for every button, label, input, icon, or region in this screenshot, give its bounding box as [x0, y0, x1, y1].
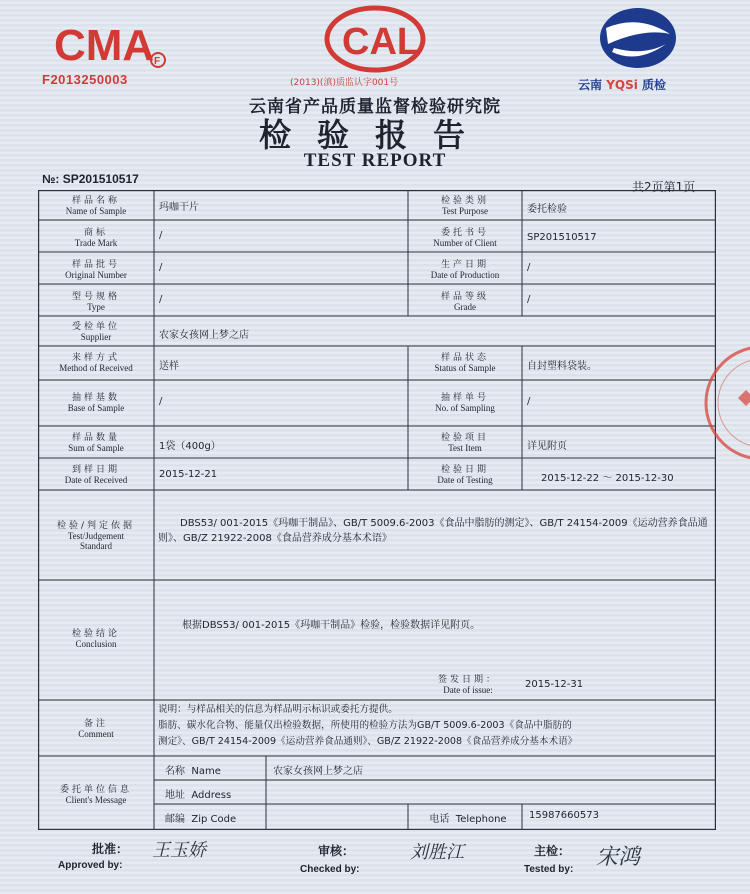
page-count: 共2页第1页 — [632, 180, 696, 194]
label-sum-sample: 样品数量 Sum of Sample — [68, 433, 124, 453]
label-date-testing: 检验日期 Date of Testing — [437, 465, 493, 485]
institute-name: 云南省产品质量监督检验研究院 — [249, 97, 501, 117]
report-number — [42, 172, 139, 186]
title-en: TEST REPORT — [303, 150, 447, 171]
label-client-message: 委托单位信息 Client's Message — [59, 785, 132, 805]
report-number-label: №: — [42, 172, 60, 186]
value-sum-sample: 1袋（400g） — [159, 441, 221, 452]
red-seal — [700, 338, 750, 468]
value-supplier: 农家女孩网上梦之店 — [159, 330, 249, 341]
label-client-telephone: 电话 Telephone — [429, 814, 507, 825]
report-number-value: SP201510517 — [62, 172, 139, 186]
checked-signature: 刘胜江 — [410, 842, 464, 863]
cma-number: F2013250003 — [42, 72, 128, 87]
label-comment: 备注 Comment — [78, 719, 114, 739]
label-no-sampling: 抽样单号 No. of Sampling — [435, 393, 495, 413]
cal-logo-text: CAL — [342, 21, 421, 63]
label-date-production: 生产日期 Date of Production — [430, 260, 500, 280]
value-status-sample: 自封塑料袋装。 — [527, 361, 597, 372]
value-issue-date: 2015-12-31 — [525, 679, 584, 690]
value-test-purpose: 委托检验 — [527, 204, 567, 215]
label-date-received: 到样日期 Date of Received — [64, 465, 128, 485]
value-comment — [158, 702, 714, 750]
label-test-purpose: 检验类别 Test Purpose — [440, 196, 489, 216]
value-client-no: SP201510517 — [527, 232, 597, 243]
yqsi-label-cn: 云南 — [578, 78, 603, 92]
value-date-testing: 2015-12-22 ～ 2015-12-30 — [541, 473, 674, 484]
tested-label: 主检： — [534, 844, 571, 858]
comment-line-3: 测定》、GB/T 24154-2009《运动营养食品通则》、GB/Z 21922-2008《食品营养成分基本术语》 — [158, 736, 578, 747]
label-supplier: 受检单位 Supplier — [71, 322, 120, 342]
cal-number: (2013)(滇)质监认字001号 — [290, 78, 399, 88]
label-original-number: 样品批号 Original Number — [65, 260, 127, 280]
yqsi-label-brand: YQSi — [606, 78, 638, 92]
value-date-received: 2015-12-21 — [159, 469, 218, 480]
value-date-production: / — [527, 262, 531, 273]
label-client-no: 委托书号 Number of Client — [433, 228, 497, 248]
cal-logo — [320, 4, 430, 74]
label-method-received: 来样方式 Method of Received — [59, 353, 133, 373]
label-standard: 检验/判定依据 Test/Judgement Standard — [56, 521, 136, 551]
value-sample-name: 玛咖干片 — [159, 202, 199, 213]
label-status-sample: 样品状态 Status of Sample — [434, 353, 496, 373]
label-client-address: 地址 Address — [165, 790, 232, 801]
cma-logo-text: CMA — [54, 21, 155, 70]
svg-text:F: F — [154, 56, 161, 67]
comment-line-1: 说明：与样品相关的信息为样品明示标识或委托方提供。 — [158, 704, 398, 715]
value-conclusion: 根据DBS53/ 001-2015《玛咖干制品》检验，检验数据详见附页。 — [182, 620, 481, 631]
checked-label-en: Checked by: — [300, 864, 360, 875]
value-original-number: / — [159, 262, 163, 273]
value-client-telephone: 15987660573 — [529, 810, 599, 821]
value-method-received: 送样 — [159, 361, 179, 372]
comment-line-2: 脂肪、碳水化合物、能量仅出检验数据，所使用的检验方法为GB/T 5009.6-2003《食品中脂肪的 — [158, 720, 572, 731]
tested-signature: 宋鸿 — [596, 845, 641, 870]
report-table — [38, 190, 716, 830]
label-client-zip: 邮编 Zip Code — [165, 814, 237, 825]
approved-signature: 王玉娇 — [152, 840, 206, 861]
yqsi-label — [578, 76, 666, 93]
checked-label: 审核： — [318, 844, 355, 858]
value-client-name: 农家女孩网上梦之店 — [273, 766, 363, 777]
label-type: 型号规格 Type — [71, 292, 120, 312]
value-type: / — [159, 294, 163, 305]
title-cn: 检验报告 — [258, 116, 491, 154]
value-no-sampling: / — [527, 396, 531, 407]
approved-label-en: Approved by: — [58, 860, 123, 871]
label-grade: 样品等级 Grade — [440, 292, 489, 312]
cma-logo — [48, 16, 168, 74]
value-base-sample: / — [159, 396, 163, 407]
label-conclusion: 检验结论 Conclusion — [71, 629, 120, 649]
label-base-sample: 抽样基数 Base of Sample — [67, 393, 125, 413]
label-issue-date: 签发日期： Date of issue: — [437, 675, 498, 695]
value-trade-mark: / — [159, 230, 163, 241]
value-test-item: 详见附页 — [527, 441, 567, 452]
label-test-item: 检验项目 Test Item — [440, 433, 489, 453]
yqsi-logo — [594, 4, 682, 72]
approved-label: 批准： — [92, 842, 129, 856]
tested-label-en: Tested by: — [524, 864, 574, 875]
value-standard: DBS53/ 001-2015《玛咖干制品》、GB/T 5009.6-2003《食品中脂肪的测定》、GB/T 24154-2009《运动营养食品通则》、GB/Z 21922-2008《食品营养成分基本术语》 — [158, 518, 708, 544]
label-trade-mark: 商标 Trade Mark — [74, 228, 118, 248]
label-sample-name: 样品名称 Name of Sample — [65, 196, 127, 216]
yqsi-label-suffix: 质检 — [642, 78, 667, 92]
label-client-name: 名称 Name — [165, 766, 221, 777]
value-grade: / — [527, 294, 531, 305]
